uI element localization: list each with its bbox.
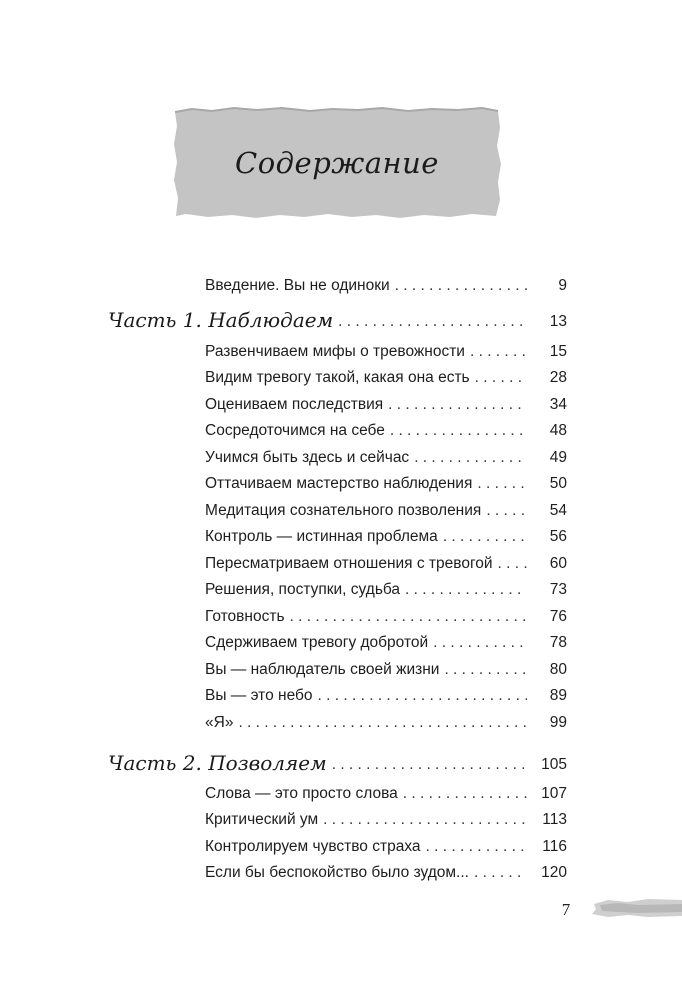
toc-entry (205, 831, 567, 857)
dot-leader (486, 501, 527, 521)
dot-leader (474, 863, 527, 883)
toc-entry (205, 574, 567, 600)
toc-entry-page: 54 (549, 502, 567, 519)
toc-entry-title: Критический ум (205, 811, 319, 828)
toc-entry (205, 415, 567, 441)
dot-leader (290, 607, 527, 627)
dot-leader (475, 368, 527, 388)
toc-entry-page: 78 (549, 634, 567, 651)
toc-part-2 (108, 745, 567, 775)
page-title: Содержание (235, 146, 439, 180)
toc-entry-title: Готовность (205, 608, 285, 625)
dot-leader (414, 448, 527, 468)
dot-leader (444, 660, 527, 680)
toc-entry-title: Сосредоточимся на себе (205, 422, 385, 439)
dot-leader (332, 755, 527, 775)
toc-entry-page: 73 (549, 581, 567, 598)
toc-part-page: 105 (541, 756, 567, 773)
toc-entry (205, 548, 567, 574)
toc-entry-title: Сдерживаем тревогу добротой (205, 634, 429, 651)
toc-entry (205, 857, 567, 883)
dot-leader (405, 580, 527, 600)
toc-entry-page: 50 (549, 475, 567, 492)
page-number: 7 (561, 900, 571, 919)
toc-entry (205, 442, 567, 468)
toc-entry-page: 89 (549, 687, 567, 704)
toc-entry (205, 389, 567, 415)
toc-entry-title: Вы — наблюдатель своей жизни (205, 661, 440, 678)
dot-leader (388, 395, 527, 415)
toc-entry-title: Слова — это просто слова (205, 785, 398, 802)
dot-leader (477, 474, 527, 494)
toc-entry (205, 804, 567, 830)
toc-entry-page: 56 (549, 528, 567, 545)
toc-entry (205, 362, 567, 388)
dot-leader (390, 421, 527, 441)
dot-leader (433, 633, 527, 653)
dot-leader (498, 554, 527, 574)
dot-leader (470, 342, 527, 362)
toc-entry-page: 99 (549, 714, 567, 731)
toc-entry-title: Развенчиваем мифы о тревожности (205, 343, 465, 360)
toc-entry-title: Если бы беспокойство было зудом... (205, 864, 469, 881)
toc-part-title: Часть 1. Наблюдаем (108, 308, 334, 332)
toc-entry-page: 76 (549, 608, 567, 625)
page-edge-tab (588, 896, 682, 920)
toc-entry (205, 627, 567, 653)
toc-entry (205, 778, 567, 804)
toc-entry-page: 28 (549, 369, 567, 386)
toc-entry (205, 521, 567, 547)
toc-entry (205, 468, 567, 494)
dot-leader (238, 713, 527, 733)
toc-entry-title: Вы — это небо (205, 687, 313, 704)
dot-leader (443, 527, 527, 547)
toc-entry-page: 34 (549, 396, 567, 413)
dot-leader (403, 784, 527, 804)
toc-entry-title: Учимся быть здесь и сейчас (205, 449, 410, 466)
toc-entry-page: 48 (549, 422, 567, 439)
toc-entry-page: 9 (558, 277, 567, 294)
toc-entry (205, 601, 567, 627)
dot-leader (323, 810, 527, 830)
toc-entry-intro (205, 270, 567, 296)
toc-entry-page: 80 (549, 661, 567, 678)
dot-leader (395, 276, 527, 296)
dot-leader (426, 837, 527, 857)
toc-entry-page: 60 (549, 555, 567, 572)
toc-entry (205, 654, 567, 680)
toc-entry-title: Оттачиваем мастерство наблюдения (205, 475, 473, 492)
toc-entry-page: 49 (549, 449, 567, 466)
toc-entry (205, 707, 567, 733)
toc-entry-page: 120 (541, 864, 567, 881)
toc-entry-title: Оцениваем последствия (205, 396, 384, 413)
toc-entry-page: 113 (542, 811, 567, 828)
dot-leader (338, 312, 527, 332)
toc-entry-title: Медитация сознательного позволения (205, 502, 482, 519)
toc-entry-page: 116 (542, 838, 567, 855)
toc-entry (205, 336, 567, 362)
toc-entry-page: 107 (541, 785, 567, 802)
title-banner (172, 106, 502, 220)
toc-entry-page: 15 (549, 343, 567, 360)
toc-entry (205, 680, 567, 706)
toc-entry-title: «Я» (205, 714, 234, 731)
toc-entry-title: Пересматриваем отношения с тревогой (205, 555, 493, 572)
toc-entry-title: Контролируем чувство страха (205, 838, 421, 855)
toc-entry-title: Решения, поступки, судьба (205, 581, 401, 598)
dot-leader (318, 686, 527, 706)
toc-entry-title: Контроль — истинная проблема (205, 528, 438, 545)
toc-entry (205, 495, 567, 521)
toc-entry-title: Видим тревогу такой, какая она есть (205, 369, 470, 386)
toc-part-1 (108, 302, 567, 332)
toc-part-title: Часть 2. Позволяем (108, 751, 327, 775)
toc-part-page: 13 (549, 313, 567, 330)
toc-entry-title: Введение. Вы не одиноки (205, 277, 390, 294)
